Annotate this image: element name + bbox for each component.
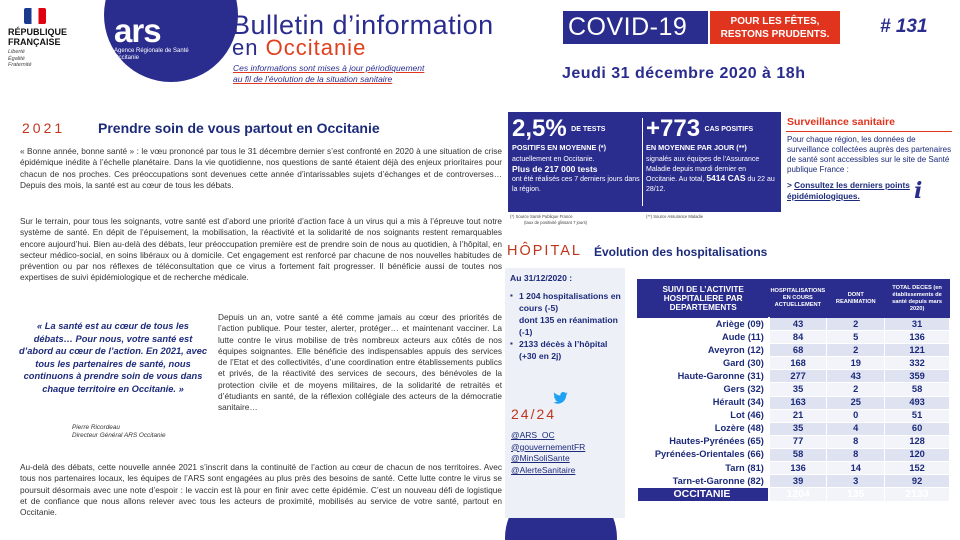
deces-cell: 493 (885, 396, 950, 409)
deces-cell: 31 (885, 318, 950, 331)
deces-cell: 332 (885, 357, 950, 370)
covid-banner: COVID-19 (563, 11, 708, 44)
total-hospitalisations-cell: 1204 (769, 488, 827, 502)
article-year: 2021 (22, 120, 66, 136)
deces-cell: 128 (885, 435, 950, 448)
table-total-row (638, 488, 950, 502)
surveillance-divider (786, 131, 952, 132)
twitter-link-minsolisante[interactable]: @MinSoliSante (511, 453, 570, 464)
departement-cell: Pyrénées-Orientales (66) (638, 448, 769, 461)
departement-cell: Lozère (48) (638, 422, 769, 435)
deces-cell: 121 (885, 344, 950, 357)
reanimation-cell: 8 (827, 448, 885, 461)
epidemiology-link[interactable]: > Consultez les derniers points épidémiologiques. (787, 180, 910, 201)
update-note: Ces informations sont mises à jour périodiquement au fil de l’évolution de la situation sanitaire (233, 63, 425, 84)
hospitalisations-cell: 77 (769, 435, 827, 448)
deces-cell: 136 (885, 331, 950, 344)
deces-cell: 58 (885, 383, 950, 396)
hospital-summary-list (510, 290, 625, 362)
hospitalisations-cell: 277 (769, 370, 827, 383)
surveillance-title: Surveillance sanitaire (787, 116, 895, 128)
departement-cell: Hautes-Pyrénées (65) (638, 435, 769, 448)
bulletin-title: Bulletin d’information (232, 10, 494, 40)
hospitalisations-cell: 21 (769, 409, 827, 422)
marianne-flag-icon (24, 8, 46, 24)
ars-logo-region: Occitanie (114, 55, 140, 61)
twitter-link-gouvernement[interactable]: @gouvernementFR (511, 441, 586, 452)
table-row (638, 409, 950, 422)
quote-signature: Pierre Ricordeau Directeur Général ARS Occitanie (72, 424, 166, 439)
twitter-icon (553, 392, 568, 404)
table-row (638, 475, 950, 488)
info-icon[interactable]: i (914, 178, 923, 204)
departement-cell: Gers (32) (638, 383, 769, 396)
table-row (638, 331, 950, 344)
total-deces-cell: 2133 (885, 488, 950, 502)
positive-tests-figure: 2,5% DE TESTS POSITIFS EN MOYENNE (*) actuellement en Occitanie. Plus de 217 000 tests ont été réalisés ces 7 derniers jours dans la région. (512, 115, 640, 193)
table-row (638, 396, 950, 409)
ars-logo (114, 14, 189, 62)
ars-logo-text: ars (114, 12, 161, 49)
deces-cell: 152 (885, 462, 950, 475)
bulletin-subtitle: en Occitanie (232, 35, 367, 60)
director-quote: « La santé est au cœur de tous les débats… Pour nous, votre santé est d’abord au cœur de l’action. En 2021, avec tous les partenaires de santé, nous continuons à prendre soin de vous dans chaque territoire en Occitanie. » (18, 321, 208, 394)
social-links (511, 430, 585, 476)
table-header-hospitalisations: HOSPITALISATIONS EN COURS ACTUELLEMENT (769, 280, 827, 318)
departement-cell: Gard (30) (638, 357, 769, 370)
table-header-deces: TOTAL DECES (en établissements de santé depuis mars 2020) (885, 280, 950, 318)
hospitalisations-cell: 136 (769, 462, 827, 475)
hospital-title: HÔPITAL (507, 243, 582, 259)
region-name: Occitanie (265, 35, 367, 60)
deces-cell: 359 (885, 370, 950, 383)
table-row (638, 370, 950, 383)
key-figures-box (508, 112, 781, 212)
article-paragraph-1: « Bonne année, bonne santé » : le vœu prononcé par tous le 31 décembre dernier s’est confronté en 2020 à une situation de crise épidémique inédite à l’échelle planétaire. Dans la vie quotidienne, nos questions de santé étaient déjà des enjeux prioritaires pour chacun de nos proches. Ces préoccupations sont devenues cette année d’intarissables sujets d’échanges et de controverses… Depuis des mois, la santé est au cœur de tous les débats. (20, 146, 502, 190)
positivity-label: DE TESTS (571, 126, 606, 133)
departement-cell: Aude (11) (638, 331, 769, 344)
twitter-link-ars[interactable]: @ARS_OC (511, 430, 555, 440)
table-row (638, 318, 950, 331)
departement-cell: Ariège (09) (638, 318, 769, 331)
ars-logo-sub: Agence Régionale de Santé (114, 48, 189, 54)
article-title: Prendre soin de vous partout en Occitanie (98, 120, 380, 136)
footnote-tests: (*) Source Santé Publique France (taux de positivité glissant 7 jours) (510, 214, 588, 225)
departement-cell: Haute-Garonne (31) (638, 370, 769, 383)
article-paragraph-4: Au-delà des débats, cette nouvelle année 2021 s’inscrit dans la continuité de l’action au cœur de chacun de nos territoires. Avec tous nos partenaires locaux, les équipes de l’ARS sont engagées au plus près des besoins de santé. Cette lutte contre le virus se poursuit désormais avec une note d’espoir : le vaccin est là pour en finir avec cette épidémie. C’est un nouveau défi de logistique et de confiance que nous allons relever avec tous les acteurs de proximité, mobilisés au service de votre santé, partout en Occitanie. (20, 462, 502, 518)
reanimation-cell: 8 (827, 435, 885, 448)
deces-cell: 92 (885, 475, 950, 488)
daily-cases-label: CAS POSITIFS (704, 126, 754, 133)
reanimation-cell: 3 (827, 475, 885, 488)
reanimation-cell: 19 (827, 357, 885, 370)
hospital-subtitle: Évolution des hospitalisations (594, 245, 768, 259)
hospitalisations-cell: 84 (769, 331, 827, 344)
reanimation-cell: 2 (827, 344, 885, 357)
table-row (638, 448, 950, 461)
hospitalisations-cell: 43 (769, 318, 827, 331)
reanimation-cell: 43 (827, 370, 885, 383)
publication-date: Jeudi 31 décembre 2020 à 18h (562, 65, 806, 82)
departement-cell: Hérault (34) (638, 396, 769, 409)
list-item: ▪ 2133 décès à l’hôpital (+30 en 2j) (510, 338, 625, 362)
hospitalisations-cell: 39 (769, 475, 827, 488)
positive-cases-figure: +773 CAS POSITIFS EN MOYENNE PAR JOUR (**) signalés aux équipes de l’Assurance Maladie depuis mardi dernier en Occitanie. Au total, 5414 CAS du 22 au 28/12. (646, 115, 775, 193)
hospitalisations-cell: 163 (769, 396, 827, 409)
deces-cell: 60 (885, 422, 950, 435)
total-departement-cell: OCCITANIE (638, 488, 769, 502)
table-header-departement: SUIVI DE L’ACTIVITE HOSPITALIERE PAR DEPARTEMENTS (638, 280, 769, 318)
stats-divider (642, 118, 643, 206)
hospital-date: Au 31/12/2020 : (510, 273, 573, 283)
daily-cases: +773 (646, 115, 701, 142)
table-row (638, 422, 950, 435)
hospitalisations-cell: 168 (769, 357, 827, 370)
article-paragraph-3: Depuis un an, votre santé a été comme jamais au cœur des priorités de l’action publique. Pour tester, alerter, protéger… et maintenant vacciner. La lutte contre le virus mobilise de très nombreux acteurs aux côtés de nos équipes soignantes. Elle bénéficie des indispensables appuis des services de l’Etat et des collectivités, d’une coordination entre établissements publics et privés, de la réactivité des services de secours, des bénévoles de la protection civile et de moyens militaires, de la solidarité de retraités et d’étudiants en santé, de la réflexion collégiale des acteurs de la démocratie sanitaire… (218, 312, 502, 413)
hospitalisations-cell: 35 (769, 422, 827, 435)
departement-cell: Lot (46) (638, 409, 769, 422)
departement-cell: Aveyron (12) (638, 344, 769, 357)
hospitalisations-cell: 68 (769, 344, 827, 357)
deces-cell: 120 (885, 448, 950, 461)
positivity-rate: 2,5% (512, 115, 567, 142)
republique-francaise-logo (8, 8, 104, 78)
social-title: 24/24 (511, 406, 557, 422)
rf-title: RÉPUBLIQUE FRANÇAISE (8, 27, 68, 47)
table-header-reanimation: DONT REANIMATION (827, 280, 885, 318)
reanimation-cell: 25 (827, 396, 885, 409)
departement-cell: Tarn (81) (638, 462, 769, 475)
fetes-banner: POUR LES FÊTES, RESTONS PRUDENTS. (710, 11, 840, 44)
footnote-cases: (**) Source Assurance Maladie (646, 214, 704, 219)
reanimation-cell: 14 (827, 462, 885, 475)
table-row (638, 383, 950, 396)
surveillance-text: Pour chaque région, les données de surveillance collectées auprès des partenaires de santé sont accessibles sur le site de Santé publique France : (787, 135, 952, 174)
reanimation-cell: 5 (827, 331, 885, 344)
list-item: dont 135 en réanimation (-1) (519, 315, 618, 337)
issue-number: # 131 (880, 16, 928, 37)
departement-cell: Tarn-et-Garonne (82) (638, 475, 769, 488)
reanimation-cell: 0 (827, 409, 885, 422)
list-item: ▪ 1 204 hospitalisations en cours (-5) (510, 290, 625, 314)
table-row (638, 435, 950, 448)
table-row (638, 344, 950, 357)
table-row (638, 357, 950, 370)
reanimation-cell: 4 (827, 422, 885, 435)
hospitalisations-table (637, 279, 950, 502)
hospitalisations-cell: 58 (769, 448, 827, 461)
deces-cell: 51 (885, 409, 950, 422)
article-paragraph-2: Sur le terrain, pour tous les soignants, votre santé est d’abord une priorité d’action face à un virus qui a mis à l’épreuve tout notre système de santé. En dépit de l’épuisement, la mobilisation, la réactivité et la solidarité de nos soignants restent remarquables encore aujourd’hui. Bien au-delà des débats, leur préoccupation première est de prendre soin de nous au quotidien, à l’hôpital, en secteur médico-social, en soins libéraux ou à domicile. Cet engagement est renforcé par chacune de nos nouvelles habitudes de prévention ou par nos réflexes de téléconsultation que ce virus a fortement fait progresser. Il bénéficie aussi de toutes nos expertises de suivi épidémiologique et de recherche médicale. (20, 216, 502, 283)
twitter-link-alertesanitaire[interactable]: @AlerteSanitaire (511, 464, 576, 475)
total-reanimation-cell: 135 (827, 488, 885, 502)
table-row (638, 462, 950, 475)
hospitalisations-cell: 35 (769, 383, 827, 396)
reanimation-cell: 2 (827, 383, 885, 396)
rf-motto: Liberté Égalité Fraternité (8, 49, 32, 68)
reanimation-cell: 2 (827, 318, 885, 331)
